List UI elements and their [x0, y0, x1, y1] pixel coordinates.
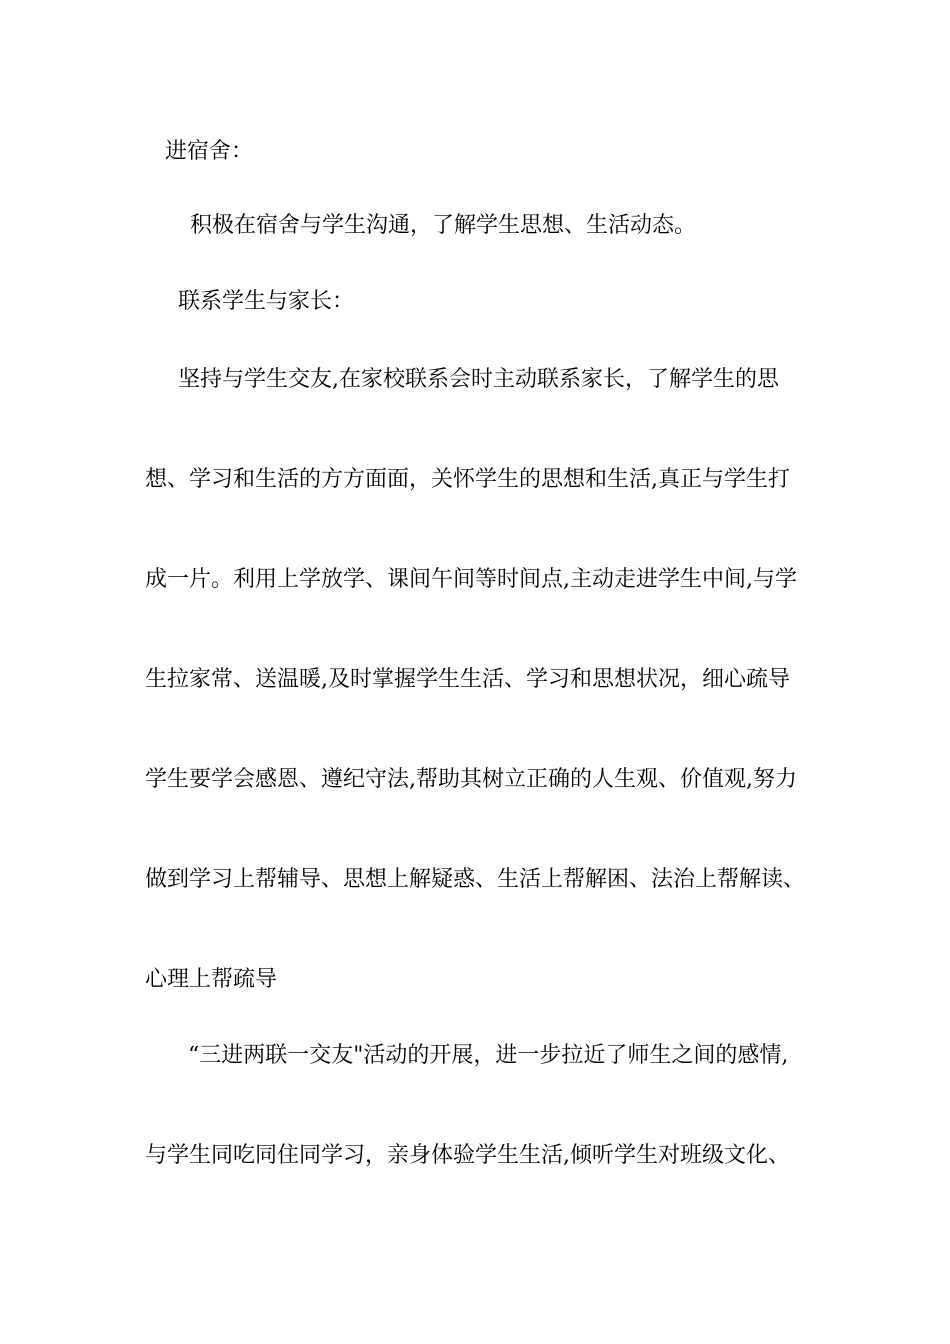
paragraph-line: 生拉家常、送温暖,及时掌握学生生活、学习和思想状况，细心疏导: [145, 667, 790, 692]
paragraph-line: 做到学习上帮辅导、思想上解疑惑、生活上帮解困、法治上帮解读、: [145, 867, 806, 892]
heading-contact-parents: 联系学生与家长：: [178, 289, 355, 314]
paragraph-line: 心理上帮疏导: [145, 967, 278, 992]
paragraph-line: 学生要学会感恩、遵纪守法,帮助其树立正确的人生观、价值观,努力: [145, 767, 797, 792]
heading-dormitory: 进宿舍：: [165, 139, 254, 164]
paragraph-line: 坚持与学生交友,在家校联系会时主动联系家长，了解学生的思: [178, 367, 779, 392]
paragraph-line: 想、学习和生活的方方面面，关怀学生的思想和生活,真正与学生打: [145, 467, 790, 492]
paragraph-line: “三进两联一交友"活动的开展，进一步拉近了师生之间的感情,: [188, 1043, 789, 1068]
paragraph-line: 成一片。利用上学放学、课间午间等时间点,主动走进学生中间,与学: [145, 567, 797, 592]
paragraph-line: 与学生同吃同住同学习，亲身体验学生生活,倾听学生对班级文化、: [145, 1143, 790, 1168]
paragraph-line: 积极在宿舍与学生沟通，了解学生思想、生活动态。: [190, 213, 697, 238]
